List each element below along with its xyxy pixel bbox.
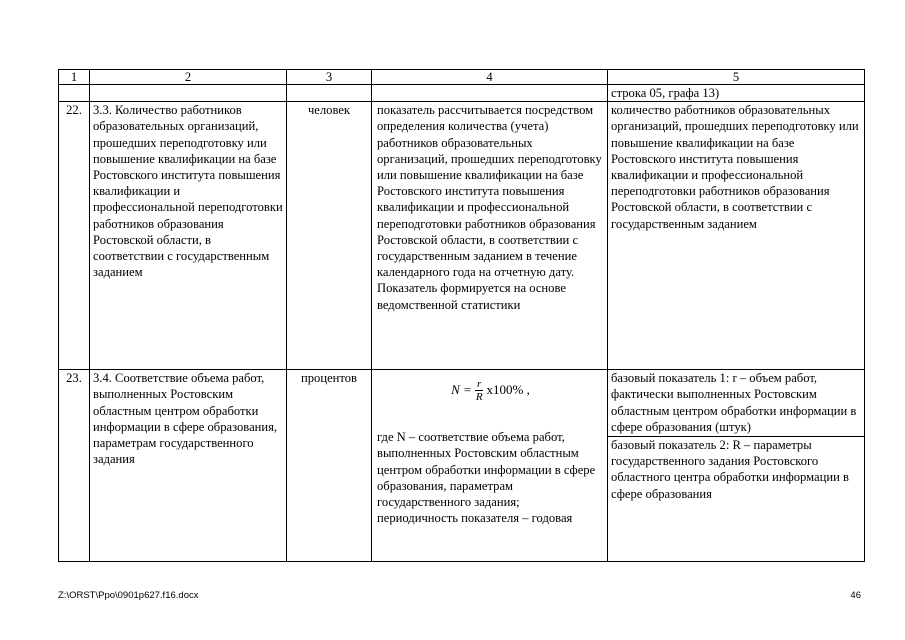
- row-number: 22.: [59, 102, 90, 370]
- file-path: Z:\ORST\Ppo\0901p627.f16.docx: [58, 590, 199, 601]
- indicator-table: [58, 69, 865, 562]
- unit-cell: человек: [287, 102, 372, 370]
- basis-indicator-1: базовый показатель 1: r – объем работ, фактически выполненных Ростовским областным центром обработки информации в сфере образования (штук): [611, 371, 857, 434]
- formula: [377, 373, 604, 407]
- row-number: 23.: [59, 370, 90, 562]
- formula-numerator: r: [477, 377, 482, 390]
- formula-denominator: R: [475, 390, 483, 403]
- indicator-name: 3.3. Количество работников образовательных организаций, прошедших переподготовку или повышение квалификации на базе Ростовского института повышения квалификации и профессиональной переподготовки работников образования Ростовской области, в соответствии с государственным заданием: [90, 102, 287, 370]
- table-row: [59, 102, 865, 370]
- basis-cell: [608, 370, 865, 562]
- continuation-text: строка 05, графа 13): [608, 85, 865, 102]
- header-cell: 1: [59, 70, 90, 85]
- header-cell: 5: [608, 70, 865, 85]
- basis-cell: количество работников образовательных организаций, прошедших переподготовку или повышение квалификации на базе Ростовского института повышения квалификации и профессиональной переподготовки работников образования Ростовской области, в соответствии с государственным заданием: [608, 102, 865, 370]
- table-row: [59, 370, 865, 562]
- method-text: где N – соответствие объема работ, выполненных Ростовским областным центром обработки информации в сфере образования, параметрам государственного задания;: [377, 430, 596, 510]
- indicator-name: 3.4. Соответствие объема работ, выполненных Ростовским областным центром обработки информации в сфере образования, параметрам государственного задания: [90, 370, 287, 562]
- basis-indicator-2: базовый показатель 2: R – параметры государственного задания Ростовского областного центра обработки информации в сфере образования: [608, 436, 864, 502]
- formula-tail: x100% ,: [486, 382, 530, 398]
- header-cell: 4: [372, 70, 608, 85]
- header-row: [59, 70, 865, 85]
- method-cell: [372, 370, 608, 562]
- header-cell: 3: [287, 70, 372, 85]
- header-cell: 2: [90, 70, 287, 85]
- method-cell: [372, 102, 608, 370]
- method-note: Показатель формируется на основе ведомственной статистики: [377, 281, 566, 312]
- method-text: показатель рассчитывается посредством определения количества (учета) работников образовательных организаций, прошедших переподготовку или повышение квалификации на базе Ростовского института повышения квалификации и профессиональной переподготовки работников образования Ростовской области, в соответствии с государственным заданием в течение календарного года на отчетную дату.: [377, 103, 602, 280]
- method-note: периодичность показателя – годовая: [377, 511, 573, 526]
- unit-cell: процентов: [287, 370, 372, 562]
- formula-lhs: N =: [451, 382, 472, 398]
- page-number: 46: [850, 590, 861, 601]
- formula-fraction: [474, 378, 485, 403]
- continuation-row: [59, 85, 865, 102]
